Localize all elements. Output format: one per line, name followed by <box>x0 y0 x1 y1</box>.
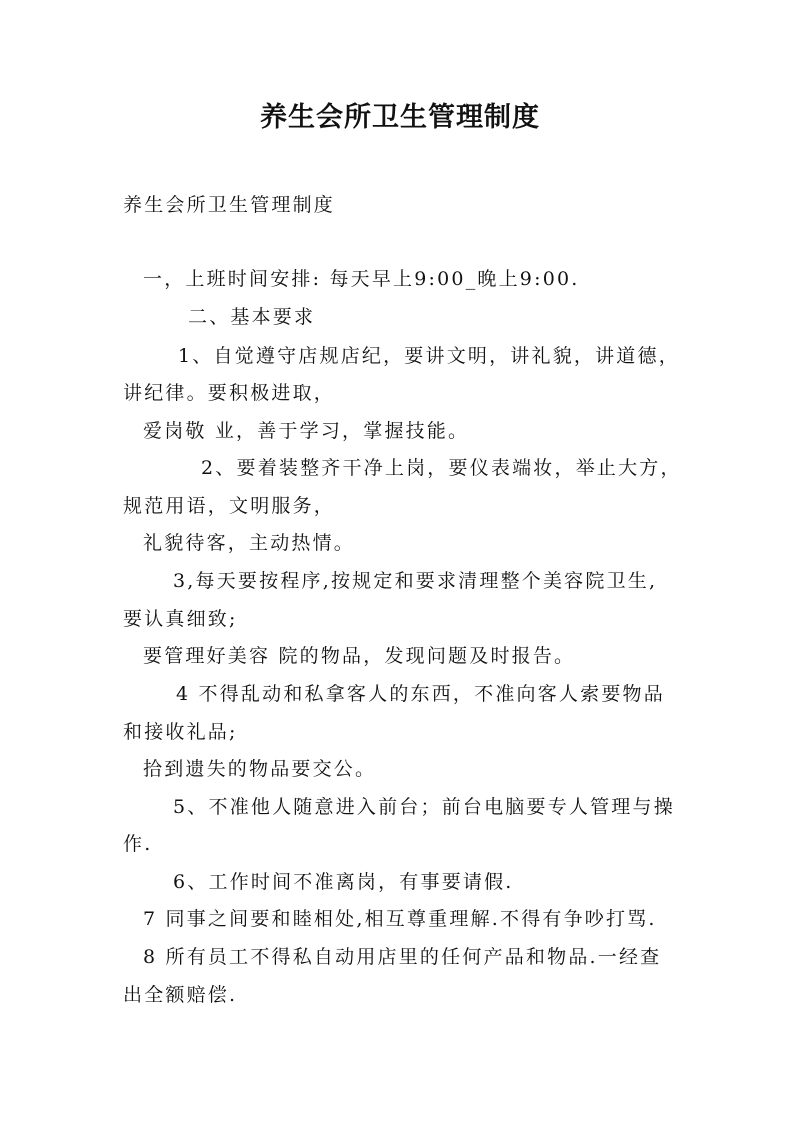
item6-line1: 6、工作时间不准离岗，有事要请假. <box>173 871 514 893</box>
item8-line2: 出全额赔偿. <box>123 984 238 1006</box>
item1-line2: 讲纪律。要积极进取， <box>123 382 336 404</box>
item5-line1: 5、不准他人随意进入前台；前台电脑要专人管理与操 <box>173 796 675 818</box>
item4-line1: 4 不得乱动和私拿客人的东西，不准向客人索要物品 <box>176 683 665 705</box>
item4-line3: 拾到遗失的物品要交公。 <box>143 758 377 780</box>
document-title: 养生会所卫生管理制度 <box>260 102 540 133</box>
item8-line1: 8 所有员工不得私自动用店里的任何产品和物品.一经查 <box>143 946 662 968</box>
item7-line1: 7 同事之间要和睦相处,相互尊重理解.不得有争吵打骂. <box>143 908 657 930</box>
item3-line3: 要管理好美容 院的物品，发现问题及时报告。 <box>143 645 576 667</box>
item4-line2: 和接收礼品; <box>123 721 238 743</box>
item2-line2: 规范用语，文明服务， <box>123 495 336 517</box>
item1-line3: 爱岗敬 业，善于学习，掌握技能。 <box>143 420 470 442</box>
item2-line1: 2、要着装整齐干净上岗，要仪表端妆，举止大方， <box>201 457 682 479</box>
item2-line3: 礼貌待客，主动热情。 <box>143 532 356 554</box>
item1-line1: 1、自觉遵守店规店纪，要讲文明，讲礼貌，讲道德， <box>178 345 680 367</box>
item5-line2: 作. <box>123 833 153 855</box>
document-subtitle: 养生会所卫生管理制度 <box>123 194 336 216</box>
basic-requirements-heading: 二、基本要求 <box>188 306 316 328</box>
item3-line2: 要认真细致; <box>123 608 238 630</box>
item3-line1: 3,每天要按程序,按规定和要求清理整个美容院卫生, <box>173 570 658 592</box>
work-hours-line: 一，上班时间安排: 每天早上9:00_晚上9:00. <box>143 268 580 290</box>
